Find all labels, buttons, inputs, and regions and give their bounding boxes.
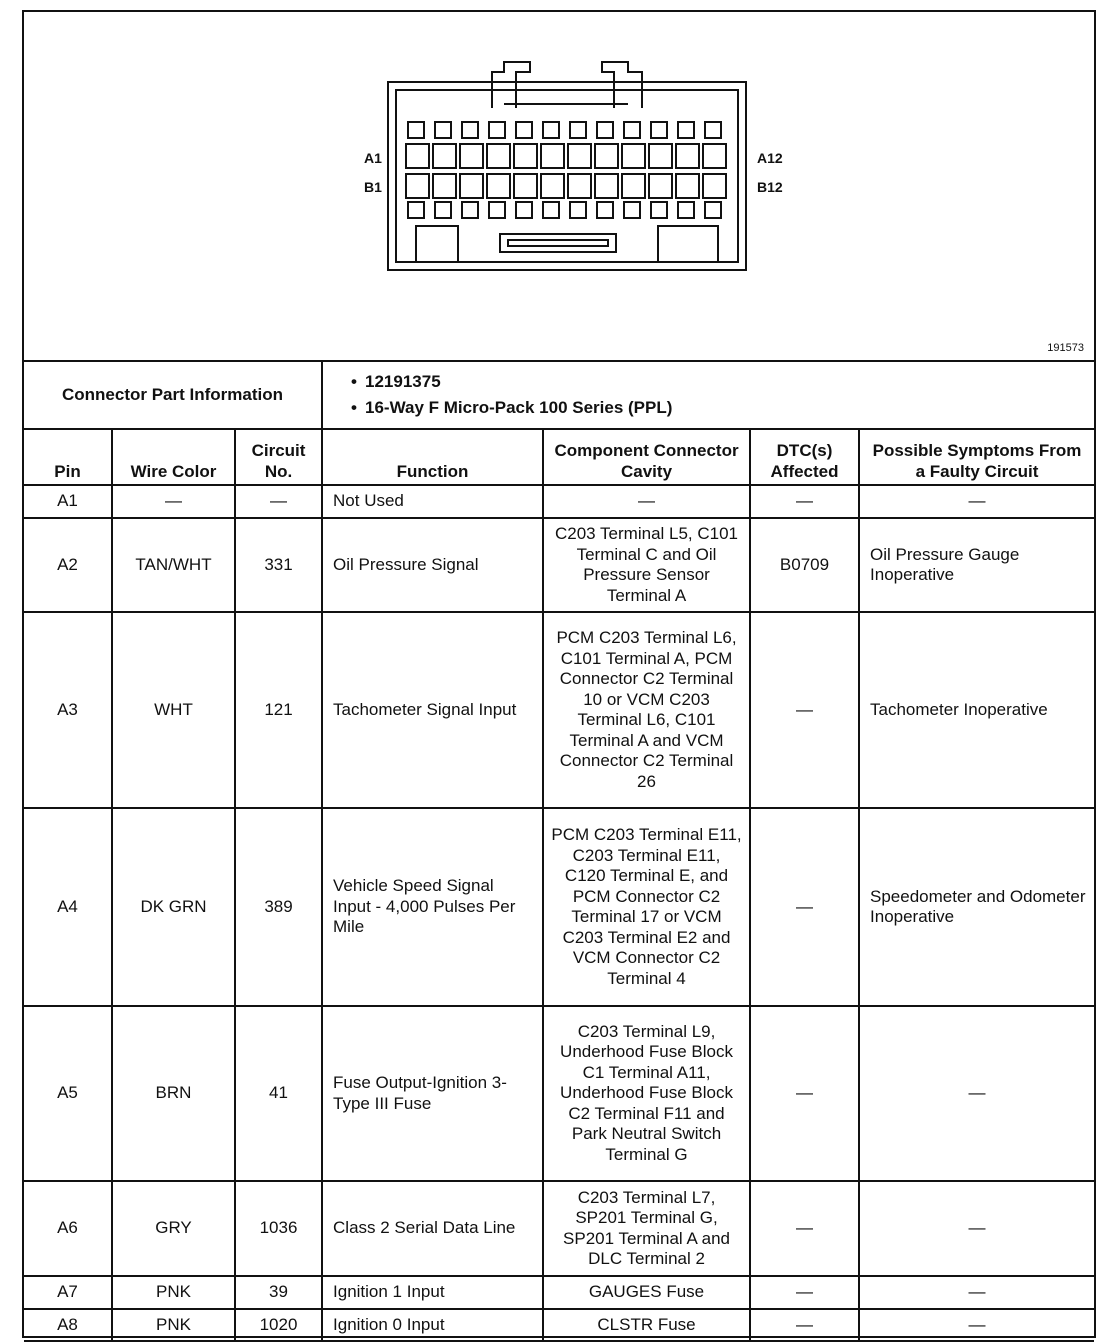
cell-function: Tachometer Signal Input bbox=[322, 612, 543, 808]
cell-pin: A7 bbox=[24, 1276, 112, 1309]
cavity-b bbox=[406, 174, 429, 198]
figure-id: 191573 bbox=[1047, 342, 1084, 354]
cell-circuit-no: — bbox=[235, 485, 322, 518]
table-row bbox=[24, 485, 1094, 518]
terminal-lock-a bbox=[435, 122, 451, 138]
cell-symptoms: — bbox=[859, 1181, 1094, 1276]
cavity-b bbox=[568, 174, 591, 198]
cell-dtc: — bbox=[750, 1181, 859, 1276]
terminal-lock-a bbox=[705, 122, 721, 138]
table-row bbox=[24, 1006, 1094, 1181]
connector-part-info-list bbox=[329, 369, 1088, 421]
pin-label-a1: A1 bbox=[364, 150, 382, 166]
cavity-a bbox=[595, 144, 618, 168]
cell-symptoms: — bbox=[859, 485, 1094, 518]
terminal-lock-a bbox=[597, 122, 613, 138]
terminal-lock-a bbox=[462, 122, 478, 138]
table-body bbox=[24, 485, 1094, 1341]
terminal-lock-a bbox=[516, 122, 532, 138]
cavity-a bbox=[487, 144, 510, 168]
cell-pin: A5 bbox=[24, 1006, 112, 1181]
table-row bbox=[24, 1276, 1094, 1309]
cell-wire-color: GRY bbox=[112, 1181, 235, 1276]
cell-cavity: CLSTR Fuse bbox=[543, 1309, 750, 1341]
cell-cavity: PCM C203 Terminal E11, C203 Terminal E11, C120 Terminal E, and PCM Connector C2 Terminal 17 or VCM C203 Terminal E2 and VCM Connector C2 Terminal 4 bbox=[543, 808, 750, 1006]
connector-description: • 16-Way F Micro-Pack 100 Series (PPL) bbox=[351, 395, 1088, 421]
cavity-b bbox=[703, 174, 726, 198]
cell-cavity: PCM C203 Terminal L6, C101 Terminal A, PCM Connector C2 Terminal 10 or VCM C203 Terminal L6, C101 Terminal A and VCM Connector C2 Terminal 26 bbox=[543, 612, 750, 808]
terminal-lock-b bbox=[516, 202, 532, 218]
key-right bbox=[658, 226, 718, 262]
terminal-lock-a bbox=[489, 122, 505, 138]
terminal-lock-b bbox=[705, 202, 721, 218]
cell-function: Oil Pressure Signal bbox=[322, 518, 543, 612]
cell-wire-color: WHT bbox=[112, 612, 235, 808]
terminal-lock-a bbox=[624, 122, 640, 138]
terminal-lock-b bbox=[543, 202, 559, 218]
latch-left bbox=[492, 62, 530, 108]
cavity-b bbox=[676, 174, 699, 198]
cell-function: Fuse Output-Ignition 3-Type III Fuse bbox=[322, 1006, 543, 1181]
cell-function: Not Used bbox=[322, 485, 543, 518]
cell-circuit-no: 121 bbox=[235, 612, 322, 808]
cavity-a bbox=[514, 144, 537, 168]
cell-circuit-no: 41 bbox=[235, 1006, 322, 1181]
polarization-slot-inner bbox=[508, 240, 608, 246]
cell-dtc: B0709 bbox=[750, 518, 859, 612]
cavity-b bbox=[595, 174, 618, 198]
cell-symptoms: — bbox=[859, 1006, 1094, 1181]
pin-label-b1: B1 bbox=[364, 179, 382, 195]
cell-circuit-no: 1036 bbox=[235, 1181, 322, 1276]
cavity-b bbox=[487, 174, 510, 198]
cell-wire-color: — bbox=[112, 485, 235, 518]
table-row bbox=[24, 808, 1094, 1006]
cavity-a bbox=[622, 144, 645, 168]
terminal-lock-b bbox=[435, 202, 451, 218]
cell-pin: A3 bbox=[24, 612, 112, 808]
polarization-slot bbox=[500, 234, 616, 252]
cavity-b bbox=[433, 174, 456, 198]
cell-wire-color: DK GRN bbox=[112, 808, 235, 1006]
connector-part-info-title: Connector Part Information bbox=[24, 361, 322, 429]
cell-cavity: GAUGES Fuse bbox=[543, 1276, 750, 1309]
table-row bbox=[24, 612, 1094, 808]
cell-symptoms: Tachometer Inoperative bbox=[859, 612, 1094, 808]
terminal-lock-b bbox=[408, 202, 424, 218]
terminal-lock-b bbox=[651, 202, 667, 218]
connector-diagram bbox=[24, 12, 1094, 362]
terminal-lock-a bbox=[543, 122, 559, 138]
cell-function: Vehicle Speed Signal Input - 4,000 Pulses Per Mile bbox=[322, 808, 543, 1006]
cell-cavity: — bbox=[543, 485, 750, 518]
cell-wire-color: PNK bbox=[112, 1309, 235, 1341]
cavity-a bbox=[433, 144, 456, 168]
cell-circuit-no: 1020 bbox=[235, 1309, 322, 1341]
part-number: • 12191375 bbox=[351, 369, 1088, 395]
terminal-lock-b bbox=[678, 202, 694, 218]
terminal-lock-a bbox=[678, 122, 694, 138]
cell-cavity: C203 Terminal L5, C101 Terminal C and Oil Pressure Sensor Terminal A bbox=[543, 518, 750, 612]
cell-pin: A2 bbox=[24, 518, 112, 612]
cavity-a bbox=[649, 144, 672, 168]
column-header-circuit-no: Circuit No. bbox=[235, 429, 322, 485]
table-row bbox=[24, 1309, 1094, 1341]
cell-wire-color: BRN bbox=[112, 1006, 235, 1181]
cell-cavity: C203 Terminal L9, Underhood Fuse Block C1 Terminal A11, Underhood Fuse Block C2 Terminal F11 and Park Neutral Switch Terminal G bbox=[543, 1006, 750, 1181]
cavity-b bbox=[622, 174, 645, 198]
terminal-lock-b bbox=[462, 202, 478, 218]
cavity-a bbox=[460, 144, 483, 168]
cavity-a bbox=[568, 144, 591, 168]
terminal-lock-b bbox=[570, 202, 586, 218]
cell-pin: A1 bbox=[24, 485, 112, 518]
cell-pin: A4 bbox=[24, 808, 112, 1006]
terminal-lock-b bbox=[489, 202, 505, 218]
cell-wire-color: TAN/WHT bbox=[112, 518, 235, 612]
cell-circuit-no: 389 bbox=[235, 808, 322, 1006]
table-row bbox=[24, 518, 1094, 612]
cell-pin: A8 bbox=[24, 1309, 112, 1341]
cell-wire-color: PNK bbox=[112, 1276, 235, 1309]
cavity-b bbox=[541, 174, 564, 198]
column-header-wire-color: Wire Color bbox=[112, 429, 235, 485]
column-header-pin: Pin bbox=[24, 429, 112, 485]
cell-pin: A6 bbox=[24, 1181, 112, 1276]
cell-dtc: — bbox=[750, 1006, 859, 1181]
table-header-row bbox=[24, 429, 1094, 485]
column-header-cavity: Component Connector Cavity bbox=[543, 429, 750, 485]
cell-cavity: C203 Terminal L7, SP201 Terminal G, SP201 Terminal A and DLC Terminal 2 bbox=[543, 1181, 750, 1276]
pinout-table bbox=[24, 360, 1094, 1342]
cavity-a bbox=[703, 144, 726, 168]
cavity-a bbox=[541, 144, 564, 168]
cell-dtc: — bbox=[750, 1309, 859, 1341]
terminal-lock-a bbox=[570, 122, 586, 138]
cell-symptoms: Oil Pressure Gauge Inoperative bbox=[859, 518, 1094, 612]
connector-part-info-row bbox=[24, 361, 1094, 429]
cavity-b bbox=[649, 174, 672, 198]
cell-dtc: — bbox=[750, 485, 859, 518]
column-header-symptoms: Possible Symptoms From a Faulty Circuit bbox=[859, 429, 1094, 485]
cell-symptoms: Speedometer and Odometer Inoperative bbox=[859, 808, 1094, 1006]
column-header-dtc: DTC(s) Affected bbox=[750, 429, 859, 485]
pin-label-b12: B12 bbox=[757, 179, 783, 195]
cell-circuit-no: 39 bbox=[235, 1276, 322, 1309]
cell-function: Ignition 0 Input bbox=[322, 1309, 543, 1341]
cavity-b bbox=[514, 174, 537, 198]
key-left bbox=[416, 226, 458, 262]
cavity-a bbox=[676, 144, 699, 168]
terminal-lock-b bbox=[597, 202, 613, 218]
cell-symptoms: — bbox=[859, 1309, 1094, 1341]
cell-function: Ignition 1 Input bbox=[322, 1276, 543, 1309]
cell-circuit-no: 331 bbox=[235, 518, 322, 612]
table-row bbox=[24, 1181, 1094, 1276]
cell-function: Class 2 Serial Data Line bbox=[322, 1181, 543, 1276]
pin-label-a12: A12 bbox=[757, 150, 783, 166]
terminal-lock-a bbox=[408, 122, 424, 138]
connector-drawing bbox=[24, 12, 1094, 360]
cell-dtc: — bbox=[750, 612, 859, 808]
cell-symptoms: — bbox=[859, 1276, 1094, 1309]
latch-right bbox=[602, 62, 642, 108]
cell-dtc: — bbox=[750, 1276, 859, 1309]
cell-dtc: — bbox=[750, 808, 859, 1006]
cavity-a bbox=[406, 144, 429, 168]
column-header-function: Function bbox=[322, 429, 543, 485]
cavity-b bbox=[460, 174, 483, 198]
connector-end-view-frame bbox=[22, 10, 1096, 1338]
connector-part-info-list-cell bbox=[322, 361, 1094, 429]
terminal-lock-a bbox=[651, 122, 667, 138]
terminal-lock-b bbox=[624, 202, 640, 218]
